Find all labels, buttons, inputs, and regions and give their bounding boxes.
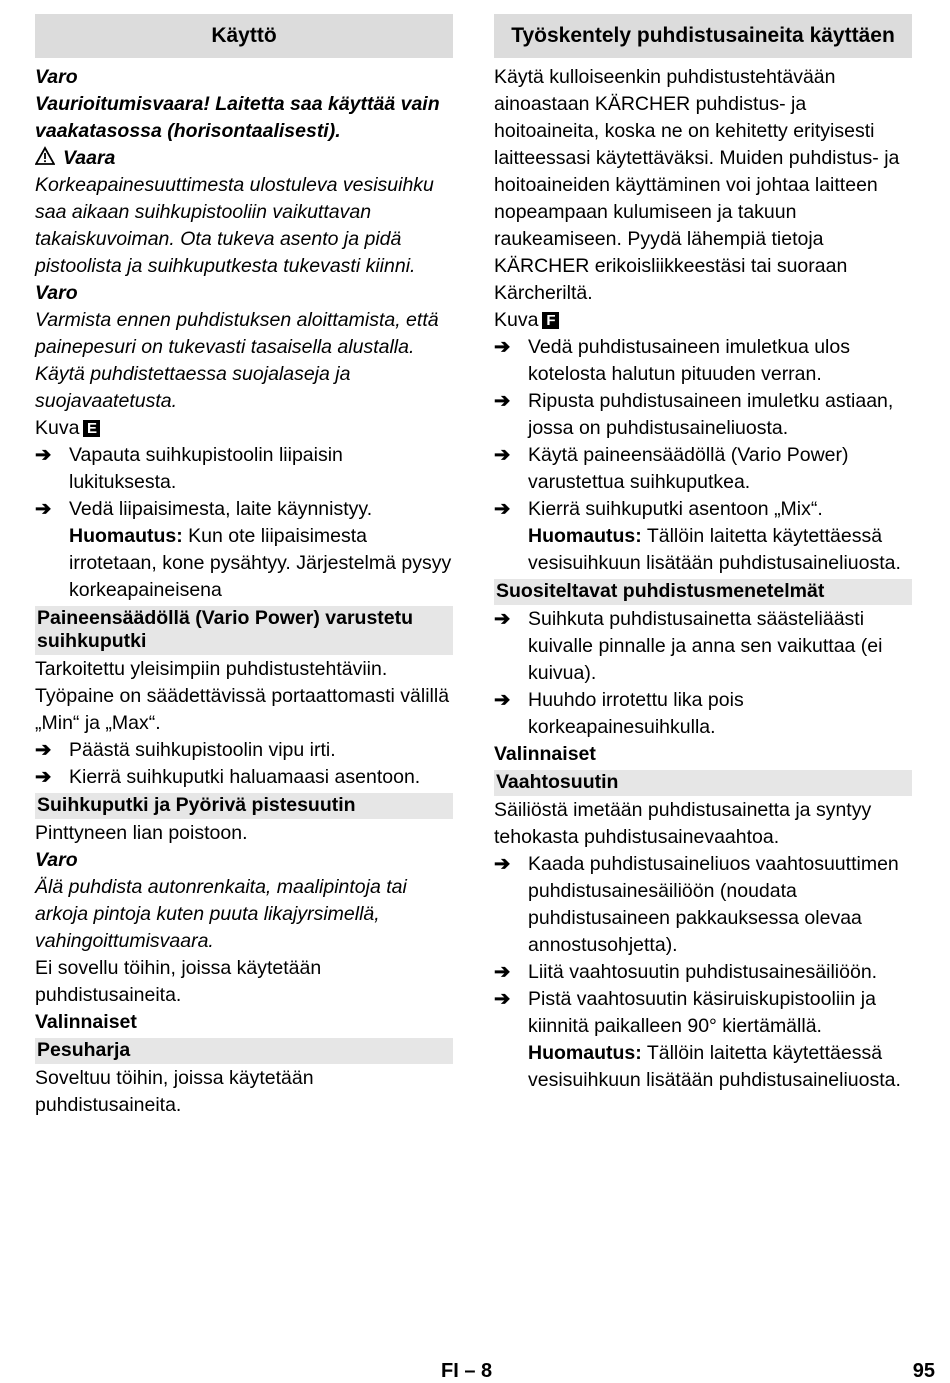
step-text: Pistä vaahtosuutin käsiruiskupistooliin ja kiinnitä paikalleen 90° kiertämällä. [528, 988, 876, 1037]
caution-label: Varo [35, 282, 78, 304]
step-text: Kaada puhdistusaineliuos vaahtosuuttimen puhdistusainesäiliöön (noudata puhdistusaineen pakkauksessa olevaa annostusohjetta). [528, 853, 899, 956]
arrow-right-icon: ➔ [35, 739, 52, 761]
optional-label: Valinnaiset [35, 1011, 137, 1033]
list-item [494, 442, 912, 496]
note [35, 523, 453, 604]
step-text: Vapauta suihkupistoolin liipaisin lukituksesta. [69, 444, 343, 493]
arrow-right-icon: ➔ [35, 444, 52, 466]
list-item [35, 737, 453, 764]
optional-label: Valinnaiset [494, 743, 596, 765]
note-label: Huomautus: [528, 1042, 642, 1064]
figure-letter-badge: E [83, 420, 100, 437]
note-text: Tällöin laitetta käytettäessä vesisuihkuun lisätään puhdistusaineliuosta. [528, 1042, 901, 1091]
danger-label: Vaara [63, 147, 116, 169]
list-item [494, 496, 912, 523]
step-text: Kierrä suihkuputki haluamaasi asentoon. [69, 766, 421, 788]
arrow-right-icon: ➔ [35, 766, 52, 788]
caution-label: Varo [35, 66, 78, 88]
figure-label: Kuva [494, 309, 539, 331]
note [494, 523, 912, 577]
left-column [35, 14, 453, 1119]
step-text: Liitä vaahtosuutin puhdistusainesäiliöön. [528, 961, 878, 983]
step-text: Huuhdo irrotettu lika pois korkeapainesuihkulla. [528, 689, 744, 738]
list-item [35, 442, 453, 496]
list-item [35, 496, 453, 523]
subheading-rotary-nozzle: Suihkuputki ja Pyörivä pistesuutin [35, 793, 453, 819]
list-item [494, 851, 912, 959]
brush-text: Soveltuu töihin, joissa käytetään puhdistusaineita. [35, 1067, 314, 1116]
note-text: Tällöin laitetta käytettäessä vesisuihkuun lisätään puhdistusaineliuosta. [528, 525, 901, 574]
list-item [494, 606, 912, 687]
list-item [494, 986, 912, 1040]
list-item [494, 388, 912, 442]
step-text: Vedä liipaisimesta, laite käynnistyy. [69, 498, 373, 520]
figure-label: Kuva [35, 417, 80, 439]
figure-reference [494, 307, 912, 334]
subheading-vario-power: Paineensäädöllä (Vario Power) varustetu suihkuputki [35, 606, 453, 655]
step-text: Ripusta puhdistusaineen imuletku astiaan, jossa on puhdistusaineliuosta. [528, 390, 894, 439]
caution-text: Vaurioitumisvaara! Laitetta saa käyttää vain vaakatasossa (horisontaalisesti). [35, 93, 440, 142]
list-item [35, 764, 453, 791]
subheading-foam-nozzle: Vaahtosuutin [494, 770, 912, 796]
rotary-text: Pinttyneen lian poistoon. [35, 822, 248, 844]
arrow-right-icon: ➔ [494, 689, 511, 711]
step-text: Suihkuta puhdistusainetta säästeliäästi kuivalle pinnalle ja anna sen vaikuttaa (ei kuivua). [528, 608, 883, 684]
arrow-right-icon: ➔ [494, 498, 511, 520]
step-text: Kierrä suihkuputki asentoon „Mix“. [528, 498, 823, 520]
warning-triangle-icon [35, 146, 55, 166]
figure-letter-badge: F [542, 312, 559, 329]
arrow-right-icon: ➔ [35, 498, 52, 520]
right-column [494, 14, 912, 1094]
arrow-right-icon: ➔ [494, 853, 511, 875]
subheading-brush: Pesuharja [35, 1038, 453, 1064]
arrow-right-icon: ➔ [494, 961, 511, 983]
rotary-text-2: Ei sovellu töihin, joissa käytetään puhdistusaineita. [35, 957, 322, 1006]
step-text: Päästä suihkupistoolin vipu irti. [69, 739, 336, 761]
foam-text: Säiliöstä imetään puhdistusainetta ja syntyy tehokasta puhdistusainevaahtoa. [494, 799, 872, 848]
vario-text: Tarkoitettu yleisimpiin puhdistustehtäviin. Työpaine on säädettävissä portaattomasti välillä „Min“ ja „Max“. [35, 658, 450, 734]
arrow-right-icon: ➔ [494, 336, 511, 358]
arrow-right-icon: ➔ [494, 988, 511, 1010]
section-title-detergent: Työskentely puhdistusaineita käyttäen [494, 14, 912, 58]
danger-heading [35, 145, 453, 172]
figure-reference [35, 415, 453, 442]
note-label: Huomautus: [528, 525, 642, 547]
caution-label: Varo [35, 849, 78, 871]
note-label: Huomautus: [69, 525, 183, 547]
arrow-right-icon: ➔ [494, 608, 511, 630]
list-item [494, 334, 912, 388]
step-text: Käytä paineensäädöllä (Vario Power) varustettua suihkuputkea. [528, 444, 849, 493]
footer-page-number: 95 [912, 1360, 935, 1382]
section-title-operation: Käyttö [35, 14, 453, 58]
caution-text: Varmista ennen puhdistuksen aloittamista, että painepesuri on tukevasti tasaisella alustalla. Käytä puhdistettaessa suojalaseja ja suojavaatetusta. [35, 309, 439, 412]
list-item [494, 687, 912, 741]
list-item [494, 959, 912, 986]
footer-language-page: FI – 8 [441, 1360, 493, 1382]
subheading-recommended-methods: Suositeltavat puhdistusmenetelmät [494, 579, 912, 605]
note [494, 1040, 912, 1094]
danger-text: Korkeapainesuuttimesta ulostuleva vesisuihku saa aikaan suihkupistooliin vaikuttavan takaiskuvoiman. Ota tukeva asento ja pidä pistoolista ja suihkuputkesta tukevasti kiinni. [35, 174, 434, 277]
step-text: Vedä puhdistusaineen imuletkua ulos kotelosta halutun pituuden verran. [528, 336, 850, 385]
caution-text: Älä puhdista autonrenkaita, maalipintoja tai arkoja pintoja kuten puuta likajyrsimellä, vahingoittumisvaara. [35, 876, 407, 952]
arrow-right-icon: ➔ [494, 444, 511, 466]
intro-text: Käytä kulloiseenkin puhdistustehtävään ainoastaan KÄRCHER puhdistus- ja hoitoaineita, koska ne on kehitetty erityisesti laitteessasi käytettäväksi. Muiden puhdistus- ja hoitoaineiden käyttäminen voi johtaa laitteen nopeampaan kulumiseen ja takuun raukeamiseen. Pyydä lähempiä tietoja KÄRCHER erikoisliikkeestäsi tai suoraan Kärcheriltä. [494, 66, 900, 304]
arrow-right-icon: ➔ [494, 390, 511, 412]
note-text: Kun ote liipaisimesta irrotetaan, kone pysähtyy. Järjestelmä pysyy korkeapaineisena [69, 525, 452, 601]
